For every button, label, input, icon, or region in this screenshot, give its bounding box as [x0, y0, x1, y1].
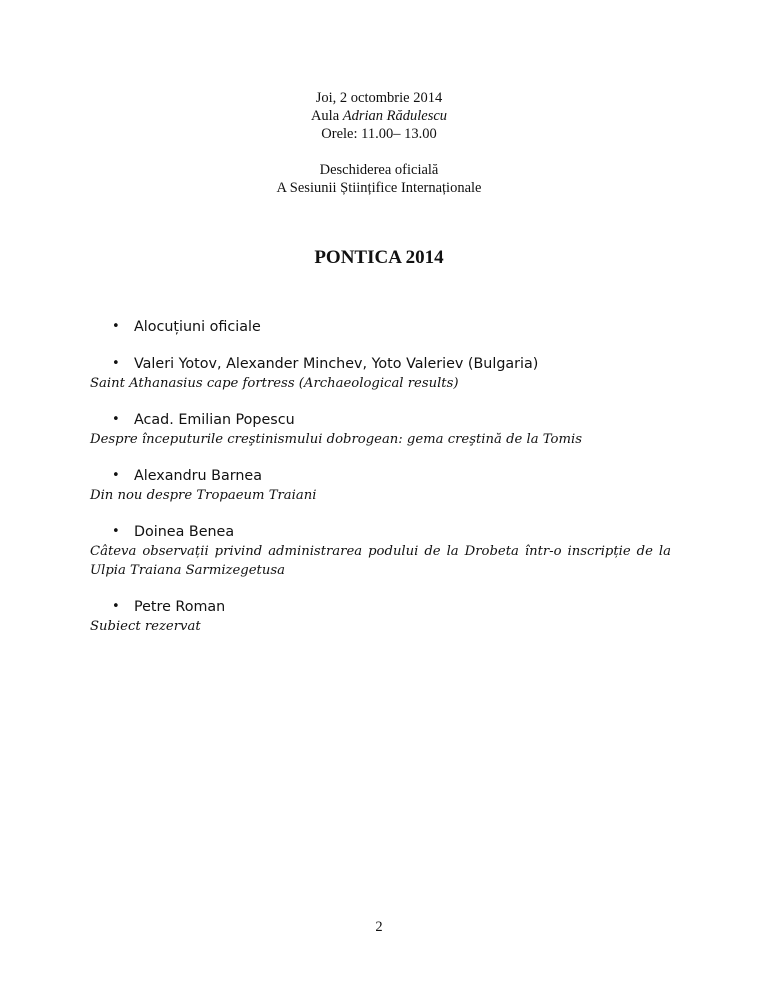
entry-speaker: Valeri Yotov, Alexander Minchev, Yoto Valeriev (Bulgaria)	[134, 356, 539, 372]
session-header	[0, 89, 758, 197]
bullet-icon: •	[112, 524, 120, 539]
entry-topic: Saint Athanasius cape fortress (Archaeological results)	[90, 375, 459, 391]
bullet-icon: •	[112, 356, 120, 371]
hall-prefix: Aula	[310, 108, 343, 124]
session-hours: Orele: 11.00– 13.00	[321, 126, 437, 142]
entry-speaker: Alocuțiuni oficiale	[134, 319, 261, 335]
program-entry	[90, 523, 671, 580]
opening-line-1: Deschiderea oficială	[319, 162, 439, 178]
program-entry	[90, 467, 671, 505]
program-entry	[90, 598, 671, 636]
bullet-icon: •	[112, 412, 120, 427]
entry-speaker: Petre Roman	[134, 599, 226, 615]
entry-speaker-line	[90, 598, 671, 617]
entry-speaker-line	[90, 355, 671, 374]
page-title: PONTICA 2014	[314, 247, 444, 268]
entry-topic: Câteva observații privind administrarea podului de la Drobeta într-o inscripție de la Ulpia Traiana Sarmizegetusa	[90, 543, 671, 578]
bullet-icon: •	[112, 319, 120, 334]
program-list	[90, 318, 671, 654]
entry-speaker: Doinea Benea	[134, 524, 235, 540]
header-spacer	[0, 143, 758, 161]
entry-speaker-line	[90, 467, 671, 486]
entry-speaker: Acad. Emilian Popescu	[134, 412, 295, 428]
program-entry	[90, 318, 671, 337]
hall-name: Adrian Rădulescu	[342, 108, 448, 124]
program-entry	[90, 411, 671, 449]
opening-line-2: A Sesiunii Științifice Internaționale	[276, 180, 482, 196]
entry-topic: Din nou despre Tropaeum Traiani	[90, 487, 317, 503]
bullet-icon: •	[112, 599, 120, 614]
entry-speaker-line	[90, 318, 671, 337]
entry-speaker-line	[90, 523, 671, 542]
session-hall	[0, 107, 758, 125]
session-date: Joi, 2 octombrie 2014	[315, 90, 443, 106]
bullet-icon: •	[112, 468, 120, 483]
page-number: 2	[375, 919, 383, 935]
entry-speaker-line	[90, 411, 671, 430]
program-entry	[90, 355, 671, 393]
entry-speaker: Alexandru Barnea	[134, 468, 262, 484]
entry-topic: Despre începuturile creştinismului dobrogean: gema creştină de la Tomis	[90, 431, 582, 447]
entry-topic: Subiect rezervat	[90, 618, 201, 634]
